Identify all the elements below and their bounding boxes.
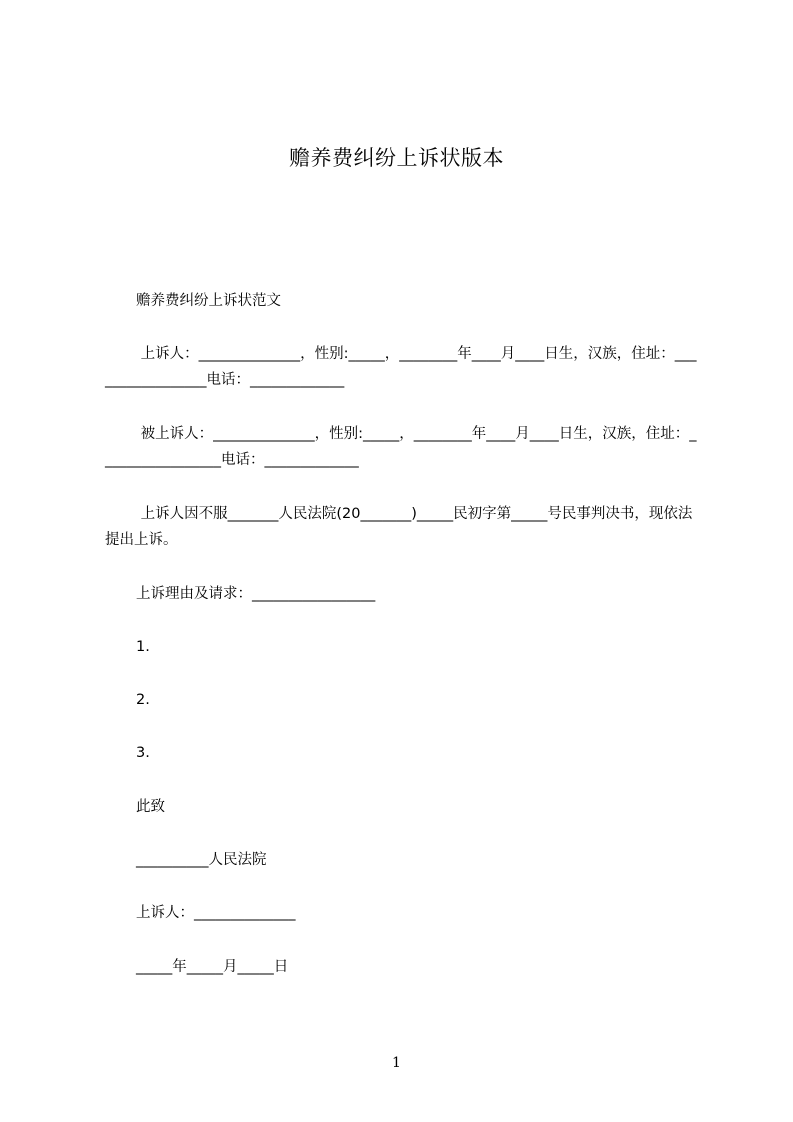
document-title: 赡养费纠纷上诉状版本 (289, 146, 504, 170)
list-item-1: 1. (136, 639, 150, 655)
appeal-paragraph: 上诉人因不服_______人民法院(20_______)_____民初字第_____号民事判决书，现依法提出上诉。 (105, 506, 693, 548)
appellant-paragraph: 上诉人：______________，性别:_____，________年____月____日生，汉族，住址：_________________电话：_____________ (105, 346, 697, 388)
page-number: 1 (392, 1055, 401, 1071)
signature-line: 上诉人：______________ (136, 905, 296, 921)
document-subtitle: 赡养费纠纷上诉状范文 (136, 293, 281, 309)
list-item-3: 3. (136, 745, 150, 761)
closing-text: 此致 (136, 799, 165, 815)
list-item-2: 2. (136, 692, 150, 708)
reasons-label: 上诉理由及请求：_________________ (136, 586, 376, 602)
appellee-paragraph: 被上诉人：______________，性别:_____，________年____月____日生，汉族，住址：_________________电话：_____________ (105, 426, 697, 468)
date-line: _____年_____月_____日 (136, 959, 289, 975)
court-line: __________人民法院 (136, 852, 267, 868)
